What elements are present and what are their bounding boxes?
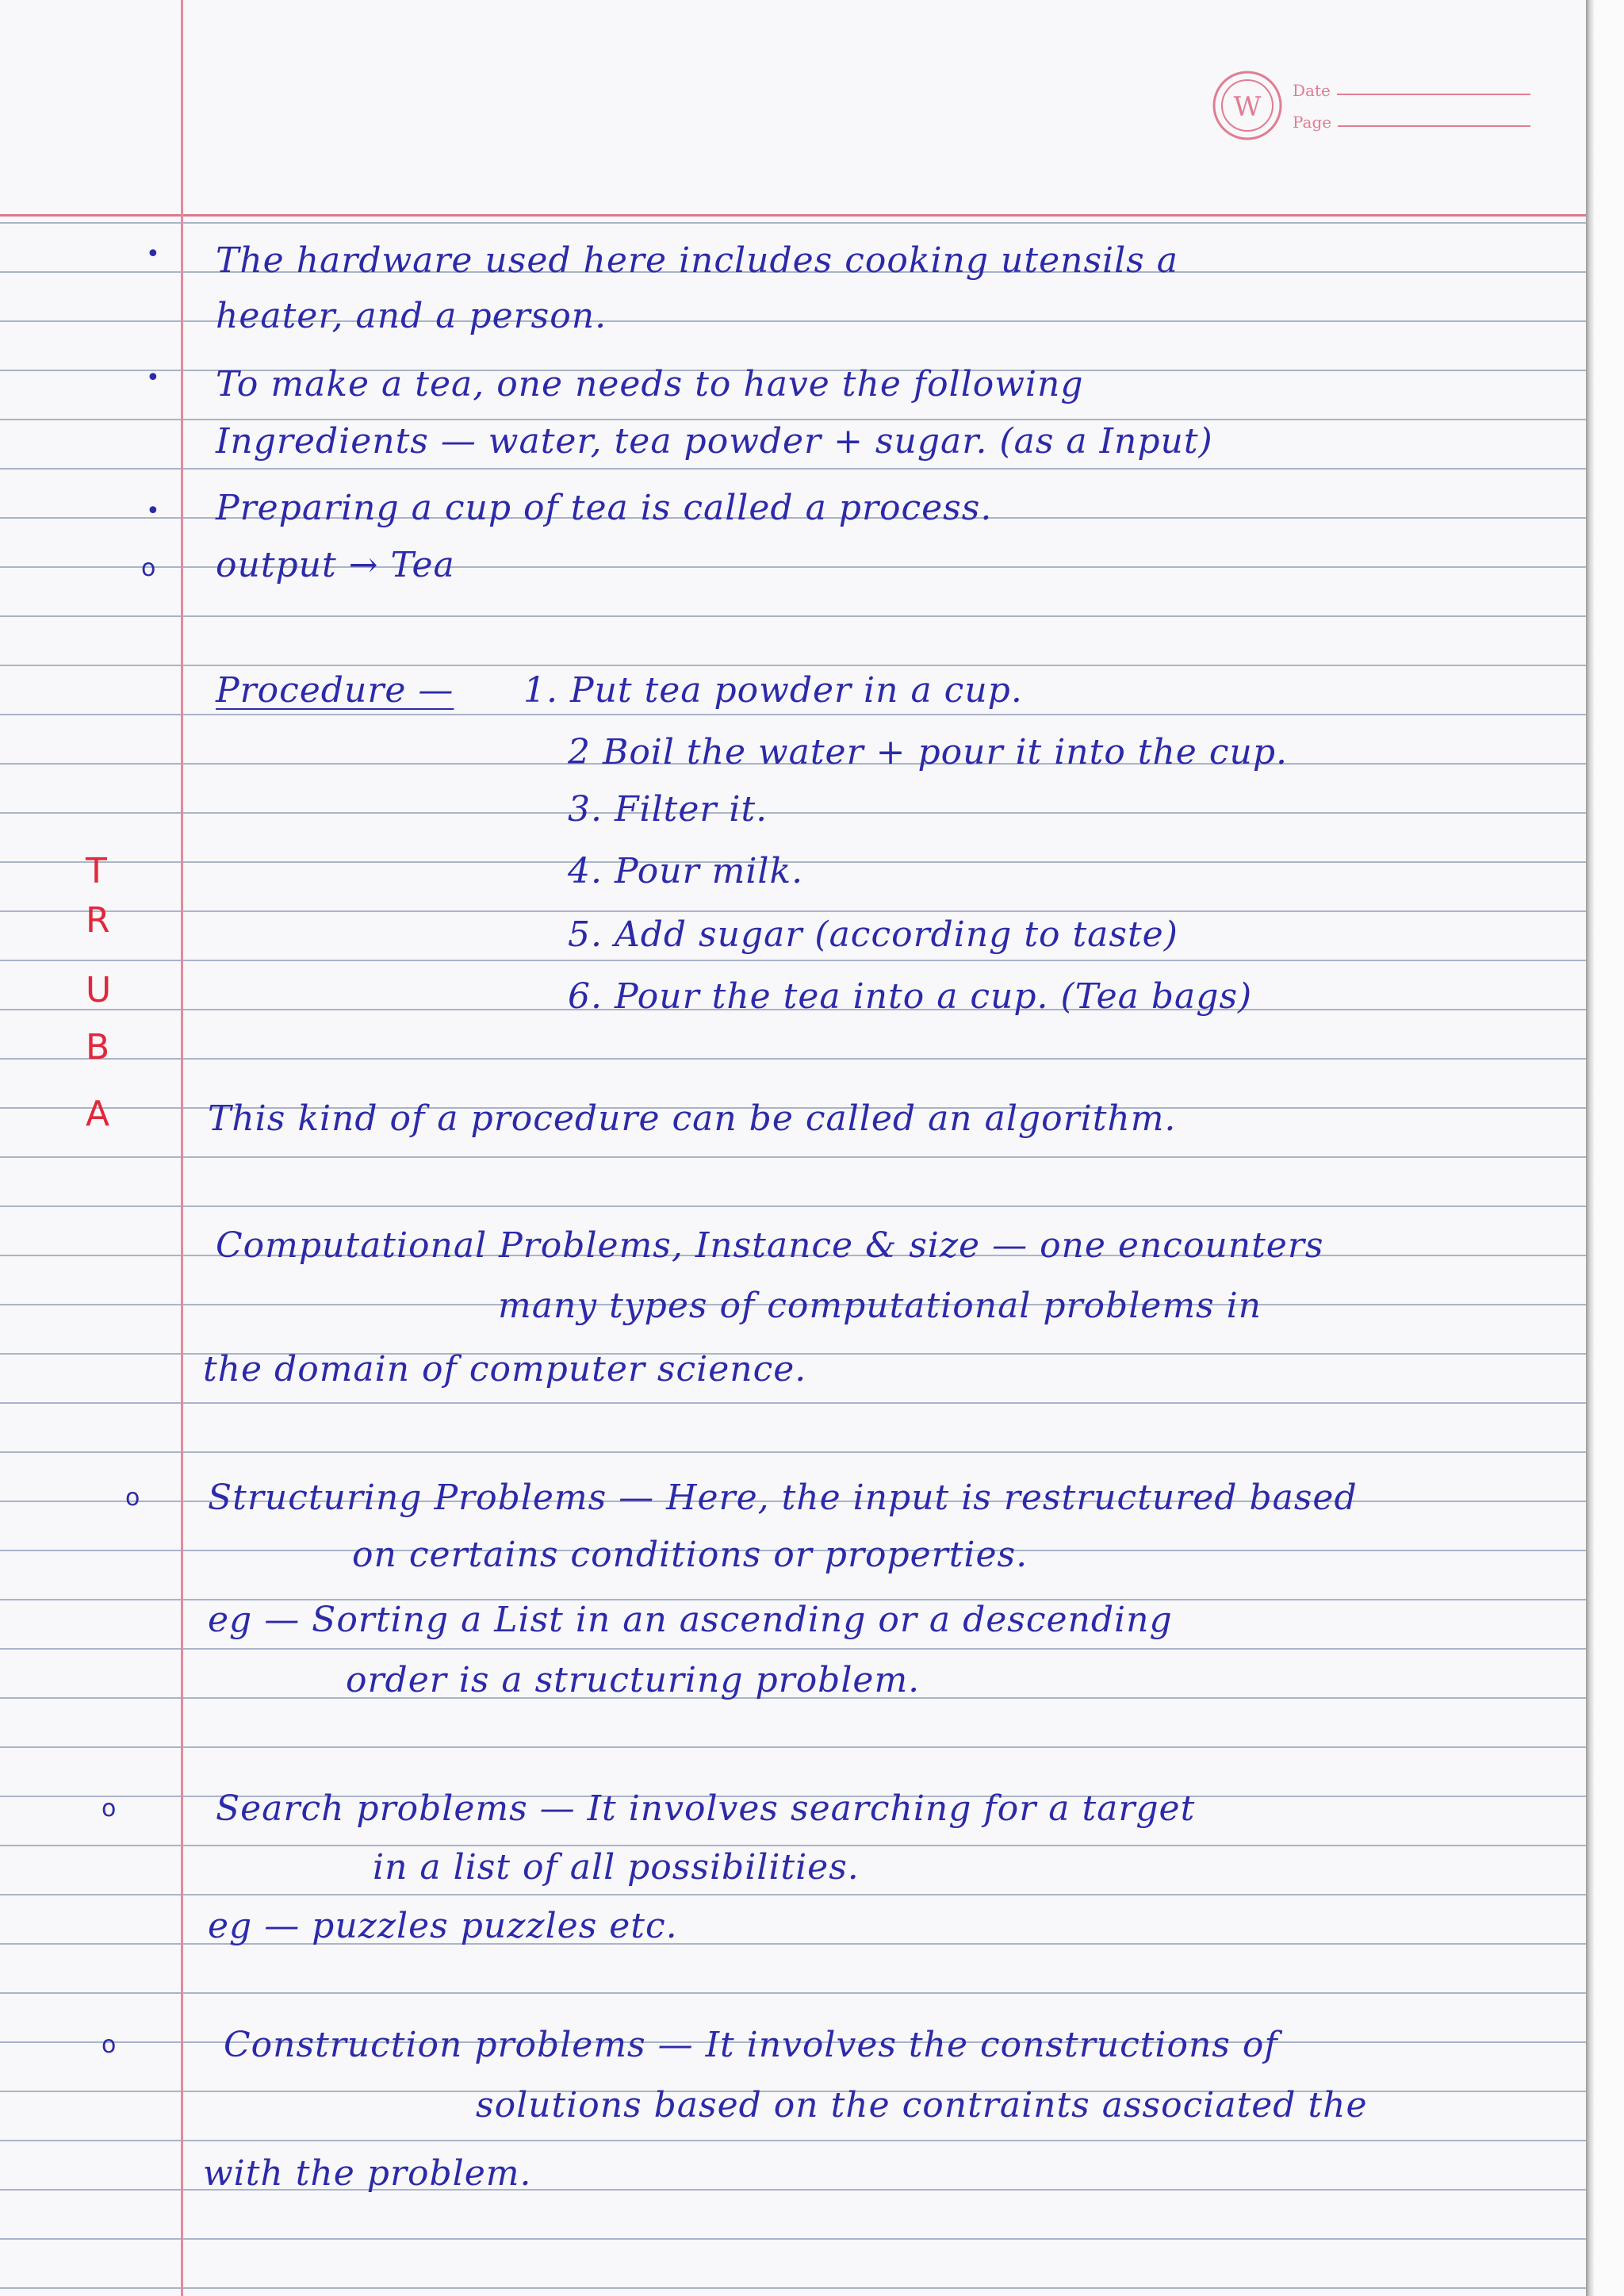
note-line: heater, and a person. (216, 296, 607, 336)
margin-letter: R (86, 900, 110, 941)
note-line: The hardware used here includes cooking utensils a (216, 240, 1178, 281)
note-line: order is a structuring problem. (346, 1660, 921, 1700)
note-line: Preparing a cup of tea is called a process. (216, 488, 993, 528)
date-page-box (1293, 68, 1530, 132)
note-line: many types of computational problems in (498, 1286, 1262, 1326)
bullet: o (102, 1795, 117, 1823)
note-line: the domain of computer science. (203, 1349, 807, 1389)
procedure-step: 4. Pour milk. (568, 851, 804, 891)
note-line: Construction problems — It involves the constructions of (224, 2025, 1278, 2065)
note-line: Computational Problems, Instance & size — one encounters (216, 1225, 1324, 1266)
margin-letter: A (86, 1094, 110, 1134)
bullet: • (146, 364, 160, 392)
date-label: Date (1293, 81, 1331, 100)
note-line: in a list of all possibilities. (373, 1847, 860, 1888)
brand-logo-icon (1212, 70, 1283, 141)
procedure-step: 3. Filter it. (568, 789, 768, 830)
procedure-step: 6. Pour the tea into a cup. (Tea bags) (568, 976, 1253, 1017)
note-line: output → Tea (216, 545, 455, 585)
page-edge (1594, 0, 1624, 2296)
bullet: • (146, 240, 160, 268)
bullet: o (125, 1484, 140, 1512)
note-line: on certains conditions or properties. (352, 1535, 1028, 1575)
bullet: o (102, 2031, 117, 2059)
note-line: with the problem. (203, 2153, 532, 2194)
note-line: To make a tea, one needs to have the following (216, 364, 1084, 404)
margin-letter: T (86, 851, 107, 891)
procedure-step: 5. Add sugar (according to taste) (568, 914, 1178, 955)
header-rule (0, 214, 1586, 217)
bullet: o (141, 554, 156, 582)
page-edge-shadow (1586, 0, 1594, 2296)
note-line: Ingredients — water, tea powder + sugar. (as a Input) (216, 421, 1213, 462)
procedure-step: 2 Boil the water + pour it into the cup. (568, 732, 1288, 772)
margin-letter: B (86, 1027, 110, 1068)
note-line: solutions based on the contraints associated the (476, 2085, 1368, 2125)
bullet: • (146, 497, 160, 525)
note-line: eg — Sorting a List in an ascending or a descending (208, 1600, 1173, 1640)
margin-rule (181, 0, 183, 2296)
procedure-heading: Procedure — (216, 670, 454, 711)
date-field (1293, 68, 1530, 100)
page-field (1293, 100, 1530, 132)
note-line: This kind of a procedure can be called an algorithm. (208, 1098, 1177, 1139)
note-line: Structuring Problems — Here, the input is restructured based (208, 1478, 1358, 1518)
procedure-step: 1. Put tea powder in a cup. (523, 670, 1023, 711)
logo-letter: W (1233, 91, 1262, 123)
note-line: eg — puzzles puzzles etc. (208, 1906, 678, 1946)
page-label: Page (1293, 113, 1332, 132)
note-line: Search problems — It involves searching for a target (216, 1788, 1196, 1829)
margin-letter: U (86, 970, 112, 1010)
